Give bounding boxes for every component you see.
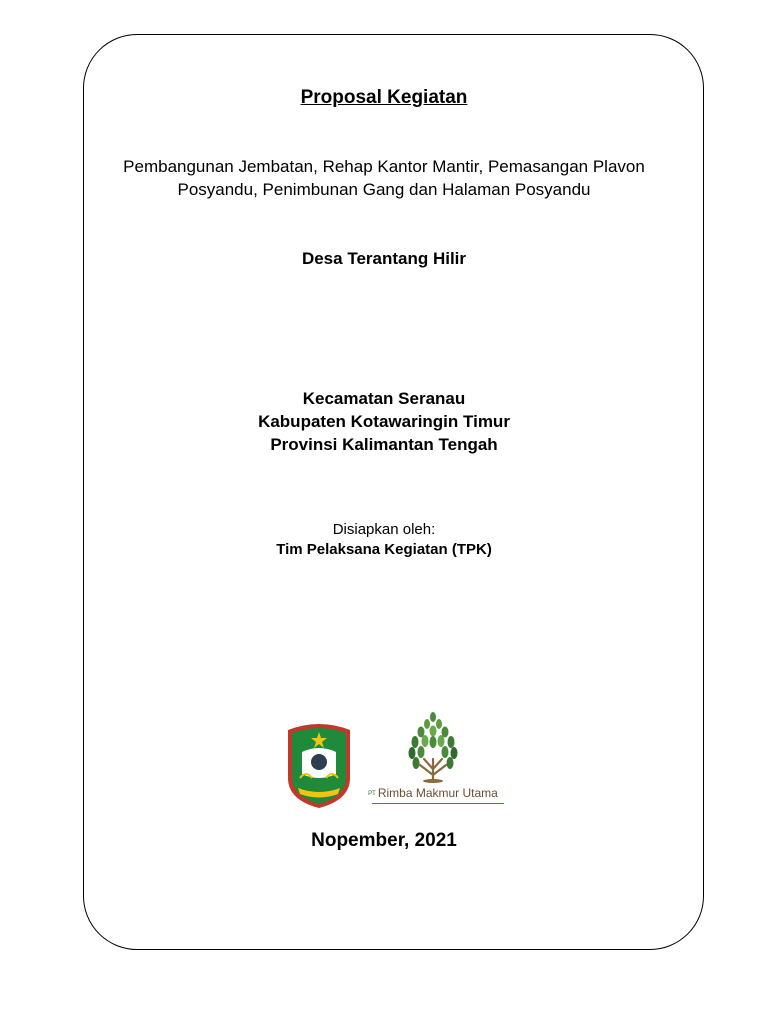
company-name [354,786,512,800]
company-underline [372,803,504,804]
company-logo [354,709,512,809]
project-description [90,155,678,201]
company-name-text: Rimba Makmur Utama [377,786,498,800]
regency-emblem-icon [286,722,352,810]
prepared-by-name: Tim Pelaksana Kegiatan (TPK) [276,541,492,558]
document-date: Nopember, 2021 [311,830,457,851]
district-name: Kecamatan Seranau [302,389,466,408]
project-description-line: Pembangunan Jembatan, Rehap Kantor Mantir, Pemasangan Plavon [123,157,645,176]
tree-logo-icon [354,709,512,785]
prepared-by-label: Disiapkan oleh: [332,521,436,538]
regency-name: Kabupaten Kotawaringin Timur [258,412,510,431]
village-name: Desa Terantang Hilir [301,249,467,268]
region-block [83,387,685,456]
document-title: Proposal Kegiatan [300,87,468,108]
company-prefix: PT [368,790,376,797]
province-name: Provinsi Kalimantan Tengah [270,435,498,454]
project-description-line: Posyandu, Penimbunan Gang dan Halaman Posyandu [177,180,591,199]
